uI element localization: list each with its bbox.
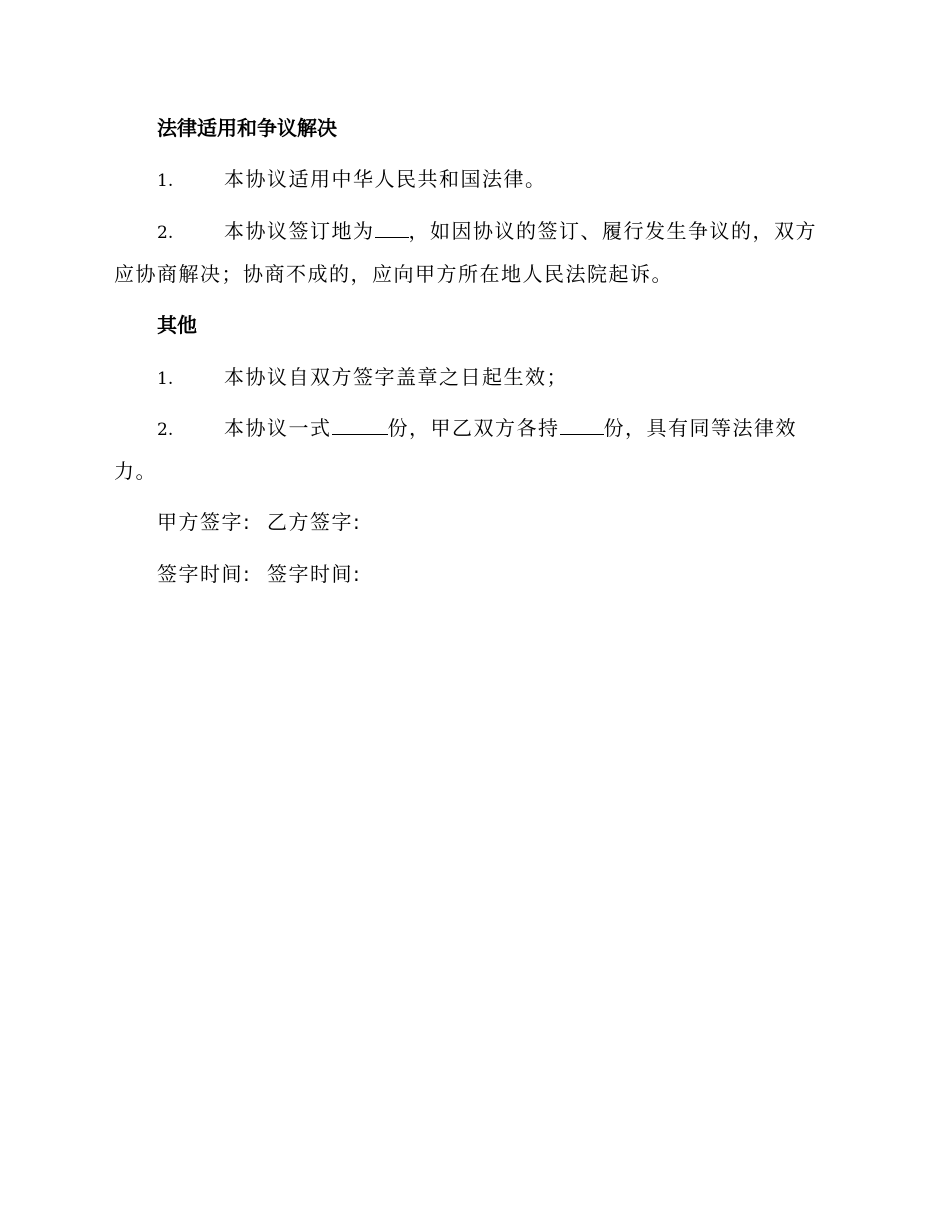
list-number-other-2: 2. — [157, 420, 174, 440]
clause-law-2-line2: 应协商解决；协商不成的，应向甲方所在地人民法院起诉。 — [114, 262, 673, 286]
clause-law-2-text-b: ，如因协议的签订、履行发生争议的，双方 — [408, 219, 817, 243]
list-number-law-1: 1. — [157, 171, 174, 191]
signature-row — [157, 509, 361, 535]
list-number-other-1: 1. — [157, 369, 174, 389]
clause-other-1: 本协议自双方签字盖章之日起生效； — [224, 365, 568, 389]
party-a-time-label: 签字时间: — [157, 562, 252, 586]
copies-each-blank[interactable] — [560, 416, 604, 435]
clause-law-2-line1 — [224, 218, 817, 244]
party-b-signature-label: 乙方签字: — [266, 510, 362, 534]
party-b-time-label: 签字时间: — [266, 562, 362, 586]
clause-other-2-text-a: 本协议一式 — [224, 416, 332, 440]
signature-time-row — [157, 561, 361, 587]
clause-other-2-line1 — [224, 415, 797, 441]
clause-law-1: 本协议适用中华人民共和国法律。 — [224, 167, 547, 191]
clause-law-2-text-a: 本协议签订地为 — [224, 219, 375, 243]
clause-other-2-text-b: 份，甲乙双方各持 — [387, 416, 560, 440]
section-title-other: 其他 — [157, 313, 197, 337]
copies-total-blank[interactable] — [332, 416, 388, 435]
signing-place-blank[interactable] — [375, 219, 409, 238]
section-title-law: 法律适用和争议解决 — [157, 116, 337, 140]
clause-other-2-line2: 力。 — [114, 459, 157, 483]
clause-other-2-text-c: 份，具有同等法律效 — [603, 416, 797, 440]
party-a-signature-label: 甲方签字: — [157, 510, 252, 534]
list-number-law-2: 2. — [157, 223, 174, 243]
